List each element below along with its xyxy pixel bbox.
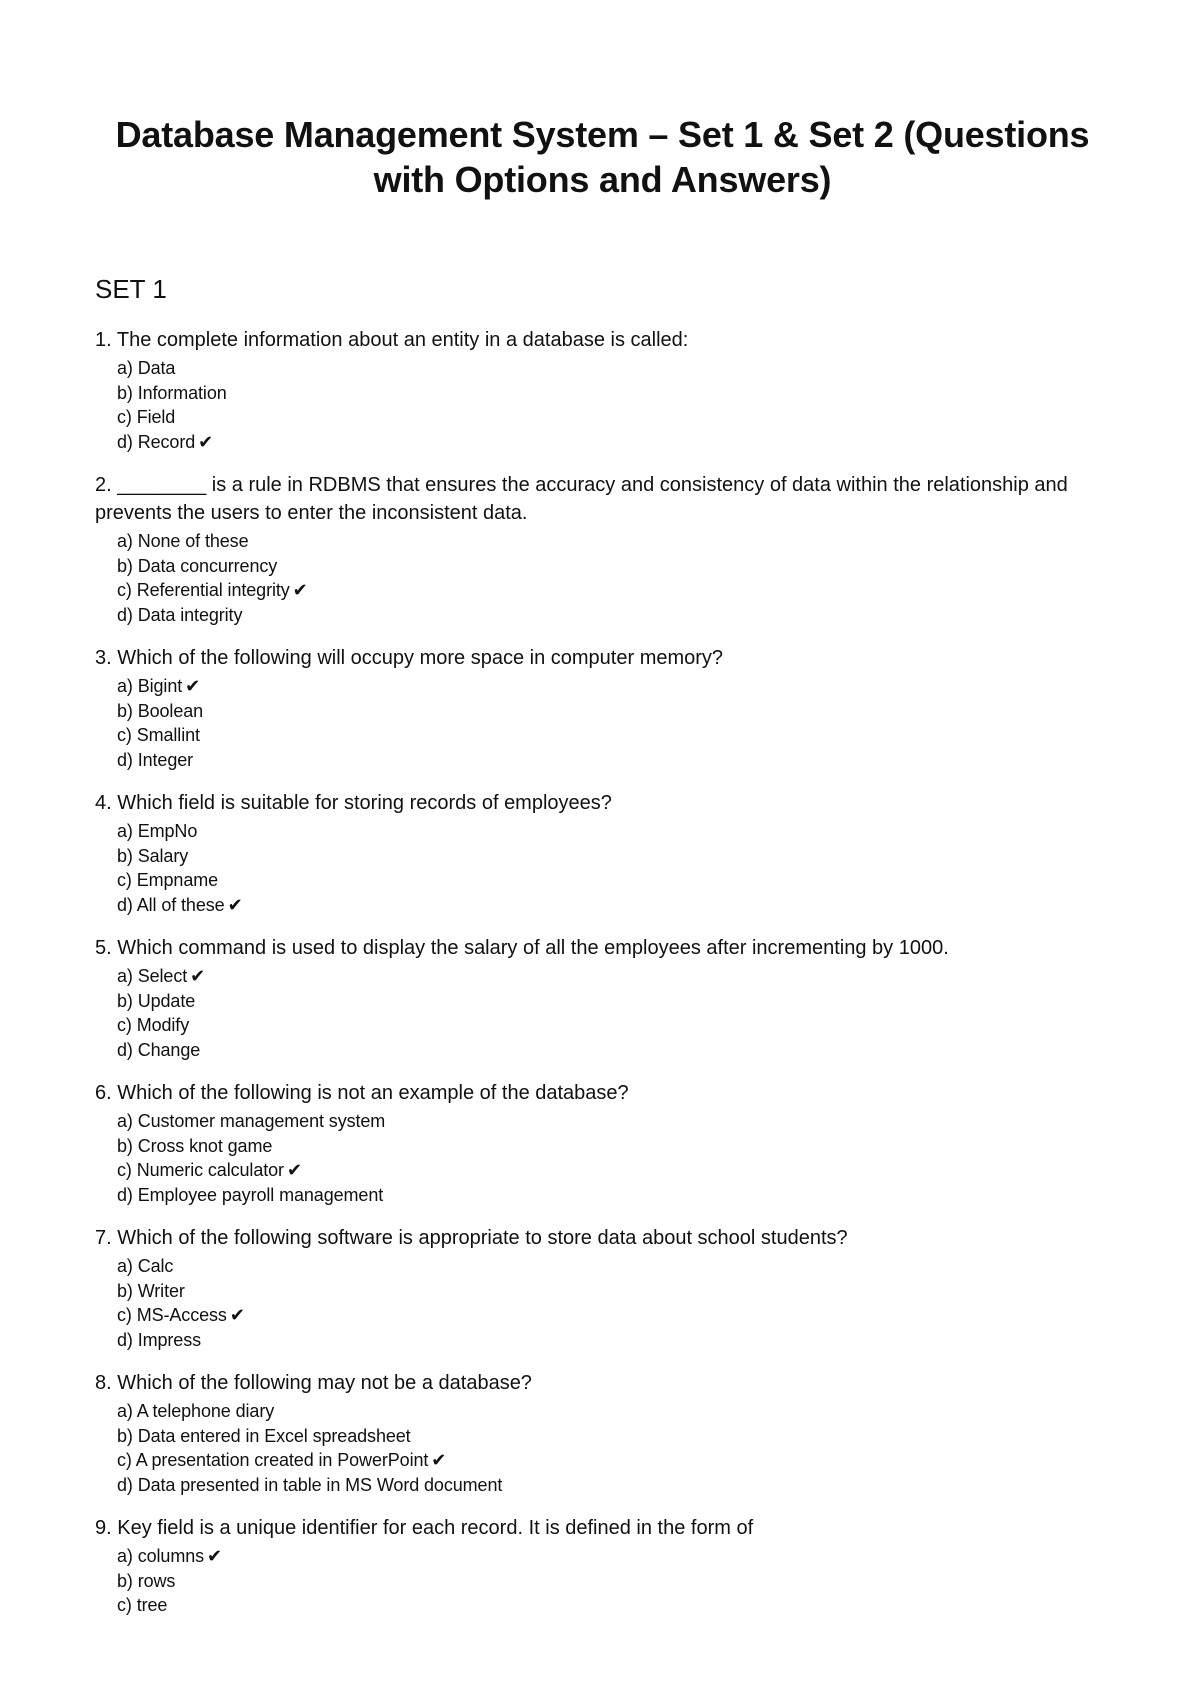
option-item [117,554,1110,579]
question-5 [95,934,1110,1062]
option-label: d) Data presented in table in MS Word document [117,1474,503,1495]
option-item [117,603,1110,628]
checkmark-icon: ✔ [292,580,308,600]
option-label: a) Data [117,358,176,378]
question-7 [95,1224,1110,1352]
option-label: c) A presentation created in PowerPoint [117,1450,429,1470]
checkmark-icon: ✔ [227,894,243,915]
option-item [117,819,1110,844]
option-label: c) Referential integrity [117,580,290,600]
document-title: Database Management System – Set 1 & Set 2 (Questions with Options and Answers) [115,114,1090,200]
option-item [117,723,1110,748]
option-item [117,405,1110,430]
question-list [95,326,1110,1618]
option-list [95,529,1110,627]
option-list [95,964,1110,1062]
question-3 [95,644,1110,772]
question-8 [95,1369,1110,1497]
option-list [95,1254,1110,1352]
set-heading: SET 1 [95,274,167,304]
option-label: b) Salary [117,845,189,866]
option-label: d) Integer [117,749,194,770]
option-item [117,1399,1110,1424]
option-item [117,1424,1110,1449]
option-item [117,844,1110,869]
option-item [117,1544,1110,1569]
checkmark-icon: ✔ [431,1450,447,1470]
option-list [95,819,1110,917]
option-item [117,1448,1110,1473]
checkmark-icon: ✔ [198,431,214,452]
option-label: a) Select [117,966,188,986]
question-9 [95,1514,1110,1618]
option-label: c) Empname [117,870,219,890]
question-4 [95,789,1110,917]
question-text: 2. ________ is a rule in RDBMS that ensures the accuracy and consistency of data within the relationship and prevents the users to enter the inconsistent data. [95,474,1068,524]
option-item [117,1013,1110,1038]
option-item [117,893,1110,918]
option-item [117,529,1110,554]
option-label: b) Cross knot game [117,1135,273,1156]
option-label: a) columns [117,1546,205,1566]
option-label: b) rows [117,1570,176,1591]
option-label: b) Update [117,990,196,1011]
question-6 [95,1079,1110,1207]
option-list [95,1109,1110,1207]
option-label: c) Field [117,407,176,427]
option-label: d) Impress [117,1329,202,1350]
option-label: c) MS-Access [117,1305,227,1325]
checkmark-icon: ✔ [286,1160,302,1180]
option-label: d) Record [117,431,196,452]
option-item [117,964,1110,989]
question-2 [95,471,1110,627]
option-label: b) Boolean [117,700,204,721]
option-item [117,748,1110,773]
option-item [117,674,1110,699]
option-item [117,1183,1110,1208]
option-label: d) All of these [117,894,225,915]
question-text: 1. The complete information about an entity in a database is called: [95,329,689,351]
question-text: 4. Which field is suitable for storing records of employees? [95,792,612,814]
option-item [117,578,1110,603]
option-item [117,1328,1110,1353]
option-label: d) Employee payroll management [117,1184,384,1205]
option-label: a) None of these [117,531,249,551]
option-list [95,356,1110,454]
option-label: c) Numeric calculator [117,1160,284,1180]
option-label: a) A telephone diary [117,1401,275,1421]
option-label: b) Data entered in Excel spreadsheet [117,1425,411,1446]
option-label: a) Customer management system [117,1111,386,1131]
option-label: b) Writer [117,1280,185,1301]
question-text: 6. Which of the following is not an example of the database? [95,1082,629,1104]
option-list [95,674,1110,772]
question-text: 8. Which of the following may not be a database? [95,1372,532,1394]
option-label: b) Data concurrency [117,555,278,576]
option-label: a) EmpNo [117,821,198,841]
option-item [117,1158,1110,1183]
option-item [117,868,1110,893]
option-item [117,1038,1110,1063]
option-item [117,1303,1110,1328]
checkmark-icon: ✔ [185,676,201,696]
option-item [117,1473,1110,1498]
checkmark-icon: ✔ [190,966,206,986]
option-item [117,1254,1110,1279]
option-label: c) Modify [117,1015,190,1035]
checkmark-icon: ✔ [229,1305,245,1325]
option-label: a) Calc [117,1256,174,1276]
question-text: 3. Which of the following will occupy more space in computer memory? [95,647,724,669]
option-item [117,1569,1110,1594]
question-text: 7. Which of the following software is appropriate to store data about school students? [95,1227,848,1249]
option-item [117,1134,1110,1159]
option-label: c) tree [117,1595,168,1615]
option-item [117,1279,1110,1304]
option-label: c) Smallint [117,725,200,745]
option-label: a) Bigint [117,676,183,696]
question-text: 5. Which command is used to display the salary of all the employees after incrementing by 1000. [95,937,949,959]
option-item [117,1593,1110,1618]
option-label: b) Information [117,382,227,403]
option-item [117,699,1110,724]
option-item [117,1109,1110,1134]
option-item [117,381,1110,406]
option-list [95,1399,1110,1497]
option-item [117,356,1110,381]
option-item [117,430,1110,455]
question-text: 9. Key field is a unique identifier for each record. It is defined in the form of [95,1517,754,1539]
option-list [95,1544,1110,1618]
question-1 [95,326,1110,454]
checkmark-icon: ✔ [207,1546,223,1566]
option-item [117,989,1110,1014]
option-label: d) Data integrity [117,604,243,625]
option-label: d) Change [117,1039,201,1060]
